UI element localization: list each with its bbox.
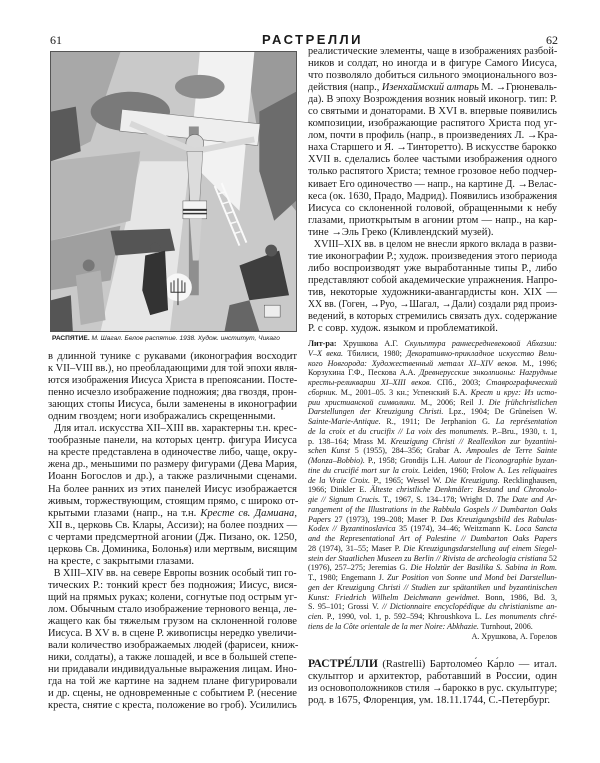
- text-line: [48, 459, 298, 471]
- italic-text: Les monuments chré-: [485, 612, 557, 622]
- text-line: [308, 398, 557, 408]
- text-segment: церковь Св. Доминика, Болонья) или мертвым, висящим: [48, 543, 298, 555]
- text-line: [48, 652, 297, 664]
- text-line: [308, 505, 557, 515]
- italic-text: Les reliquaires: [508, 465, 557, 475]
- text-segment: Тбилиси, 1980;: [343, 348, 407, 358]
- text-line: [308, 215, 557, 227]
- text-line: [48, 351, 297, 363]
- text-line: [308, 298, 558, 311]
- text-segment: Р. с совр. худож. языком и проблематикой.: [308, 323, 498, 335]
- text-segment: ведений, в которых стремились связать дух. содержание: [308, 311, 558, 323]
- entry-rastrelli: [308, 658, 557, 707]
- text-line: [308, 178, 557, 191]
- text-line: [308, 287, 557, 299]
- text-line: [48, 447, 297, 459]
- italic-text: Das Kreuzigungsbild des Rabulas-: [440, 514, 557, 524]
- text-segment: ников и солдат, но иногда и в фигуре Самого Иисуса,: [308, 58, 557, 70]
- painting-image: [51, 52, 296, 331]
- text-segment: Leiden, 1960; Frolow A.: [420, 465, 509, 475]
- text-segment: В XIII–XIV вв. на севере Европы возник особый тип го-: [53, 567, 297, 579]
- text-line: [48, 664, 295, 676]
- text-line: [48, 628, 297, 640]
- text-line: [308, 82, 557, 94]
- text-line: [48, 676, 297, 688]
- italic-text: Papers: [308, 514, 331, 524]
- text-segment: с чертами предсмертной агонии (Дж. Пизано, ок. 1250,: [48, 531, 297, 543]
- text-segment: 27 (1973), 199–208; Maser P.: [330, 514, 441, 524]
- text-line: [308, 130, 558, 142]
- text-line: [308, 456, 557, 466]
- italic-text: gen der Kreuzigung Christi // Studien zur spätantiken und byzantinischen: [308, 582, 557, 592]
- text-line: [308, 142, 557, 154]
- text-segment: 35 (1974), 34–46; Weitzmann K.: [395, 524, 516, 534]
- text-segment: реалистические элементы, чаще в изображениях разбой-: [308, 46, 558, 57]
- text-segment: гда на той же картине на заднем плане фигурировали: [48, 676, 297, 688]
- text-line: [48, 423, 295, 435]
- text-segment: Хрушкова А.Г.: [336, 339, 405, 349]
- text-segment: жена др., меньшими по размеру фигурами (Дева Мария,: [48, 459, 298, 471]
- text-segment: P., 1958; Grondijs L.H.: [364, 456, 450, 466]
- text-segment: щий на прямых руках; колени, согнутые под острым уг-: [48, 591, 298, 603]
- text-segment: либо воспроизводят уже выработанные типы Р., либо: [308, 262, 557, 274]
- entry-first-line: [308, 658, 557, 671]
- text-line: [48, 688, 297, 700]
- text-line: [48, 496, 297, 508]
- text-segment: пенно исчезло изображение подножия; два гвоздя, прон-: [48, 387, 297, 399]
- text-line: [308, 190, 558, 203]
- text-segment: 52: [546, 553, 557, 563]
- text-line: [308, 534, 557, 544]
- text-line: [48, 567, 297, 580]
- text-segment: тине →Эль Греко (Кливлендский музей).: [308, 226, 494, 238]
- bibliography: [308, 339, 557, 632]
- text-segment: Lpz., 1904; De Grüneisen W.: [443, 407, 557, 417]
- italic-text: Kunst: Friedrich Wilhelm Deichmann gewidmet.: [308, 592, 480, 602]
- text-segment: 5 (1955), 284–356; Grabar A.: [350, 446, 467, 456]
- text-segment: кивает Его одиночество — напр., на картине Д. →Велас-: [308, 178, 557, 190]
- italic-text: stein der Staatlichen Museen zu Berlin // Rivista de archeologia cristiana: [308, 553, 547, 563]
- text-line: [308, 593, 557, 603]
- text-line: [308, 349, 557, 359]
- italic-text: schen Kunst: [308, 446, 351, 456]
- text-segment: действия (напр.,: [308, 82, 382, 94]
- text-segment: в длинной тунике с рукавами (иконография восходит: [48, 351, 297, 362]
- text-line: [308, 106, 557, 118]
- text-line: [308, 154, 557, 166]
- text-segment: М., 2006; Reil J.: [415, 397, 489, 407]
- italic-text: tine du crucifié mort sur la croix.: [308, 465, 421, 475]
- text-line: [48, 508, 297, 520]
- text-line: [308, 622, 557, 632]
- text-line: [308, 437, 557, 447]
- text-line: [48, 435, 297, 447]
- text-line: [48, 363, 298, 375]
- text-line: [48, 616, 297, 628]
- text-segment: Recklinghausen,: [499, 475, 557, 485]
- text-segment: М., 2001–05. 3 кн.; Успенский Б.А.: [337, 387, 471, 397]
- text-segment: XVIII–XIX вв. в целом не внесли яркого вклада в разви-: [313, 238, 557, 250]
- page-number-right: 62: [546, 33, 558, 47]
- text-line: [308, 671, 557, 683]
- italic-text: tiens de la Côte orientale de la mer Noire: Abkhazie.: [308, 621, 479, 631]
- text-segment: креста, снятие с креста, положение во гроб). Усилились: [48, 700, 297, 712]
- text-line: [308, 311, 558, 323]
- italic-text: Die Holztür der Basilika S. Sabina in Rom.: [410, 563, 557, 573]
- text-segment: R., 1911; De Jerphanion G.: [380, 417, 496, 427]
- text-line: [308, 339, 557, 349]
- italic-text: Древнерусские энколпионы: Нагрудные: [419, 368, 557, 378]
- text-segment: из основоположников стиля →барокко в рус. скульптуре;: [308, 682, 558, 694]
- bibliography-label: Лит-ра:: [308, 339, 337, 349]
- italic-text: Darstellungen der Kreuzigung Christi.: [308, 407, 444, 417]
- italic-text: рии христианской символики.: [308, 397, 416, 407]
- article-body-continued: [308, 46, 557, 335]
- italic-text: (Monza–Bobbio).: [308, 456, 365, 466]
- right-column-text: [308, 46, 557, 707]
- text-segment: тообразные панели, на которых центр. фигура Иисуса: [48, 435, 297, 447]
- text-line: [48, 387, 297, 399]
- text-line: [308, 612, 557, 622]
- italic-text: кресты-реликварии XI–XIII веков.: [308, 378, 432, 388]
- text-line: [308, 407, 557, 417]
- text-line: [308, 359, 557, 369]
- text-segment: на кресте представлена в одиночестве либо, чаще, окру-: [48, 447, 297, 459]
- text-segment: P., 1990, vol. 1, p. 592–594; Khroushkova L.: [323, 612, 486, 622]
- text-segment: 1966; Dinkler E.: [308, 485, 371, 495]
- text-line: [308, 682, 558, 695]
- text-line: [48, 471, 297, 483]
- text-segment: М., 1996;: [517, 358, 557, 368]
- text-line: [48, 399, 297, 411]
- crucifixion-painting-illustration: [50, 51, 297, 332]
- text-line: [308, 602, 557, 612]
- text-line: [308, 70, 557, 82]
- text-line: [48, 543, 298, 556]
- article-authors: А. Хрушкова, А. Горелов: [471, 631, 557, 641]
- text-segment: Иисуса. В XV в. в сцене Р. живописцы нередко увеличи-: [48, 628, 297, 640]
- text-line: [308, 388, 557, 398]
- text-line: [48, 591, 298, 604]
- text-segment: вали количество изображаемых людей (фарисеи, книж-: [48, 640, 299, 652]
- text-line: [308, 563, 557, 573]
- text-line: [48, 411, 297, 423]
- text-line: [308, 427, 557, 437]
- text-segment: М. →Грюневаль-: [478, 82, 557, 94]
- text-segment: Для итал. искусства XII–XIII вв. характерны т.н. крес-: [53, 423, 297, 435]
- italic-text: La représentation: [495, 417, 557, 427]
- text-line: [308, 323, 557, 335]
- text-line: [48, 375, 298, 387]
- text-segment: наха Старшего и Я. →Тинторетто). В искусстве барокко: [308, 142, 557, 154]
- text-line: [308, 695, 557, 707]
- text-segment: тие иконографии Р.; худож. произведения этого периода: [308, 250, 558, 262]
- text-segment: представляют собой академические упражнения. Напро-: [308, 274, 558, 286]
- text-segment: скульптор и архитектор, работавший в России, один: [308, 670, 557, 682]
- italic-text: Ampoules de Terre Sainte: [466, 446, 557, 456]
- italic-text: rangement of the Illustrations in the Rabbula Gospels // Dumbarton Oaks: [308, 504, 557, 514]
- text-segment: лом, почти в профиль (напр., в произведениях Л. →Кра-: [308, 130, 558, 142]
- text-segment: Корзухина Г.Ф., Пескова А.А.: [308, 368, 420, 378]
- italic-text: Älteste christliche Denkmäler: Bestand und Chronolo-: [370, 485, 558, 495]
- text-line: [48, 580, 297, 592]
- figure-caption: [52, 335, 299, 342]
- italic-text: cien.: [308, 612, 324, 622]
- italic-text: gie // Signum Crucis.: [308, 495, 381, 505]
- text-segment: крытыми глазами (напр., на т.н.: [48, 507, 201, 519]
- text-segment: зающих стопы Иисуса, были заменены в иконографии: [48, 399, 297, 411]
- text-line: [308, 466, 557, 476]
- text-line: [308, 417, 557, 427]
- text-segment: Turnhout, 2006.: [478, 621, 533, 631]
- italic-text: Loca Sancta: [515, 524, 557, 534]
- text-segment: к VII–VIII вв.), но преобладающими для той эпохи явля-: [48, 363, 298, 375]
- italic-text: Кресте св. Дамиана,: [200, 507, 297, 519]
- text-segment: (1976), 257–275; Jeremias G.: [308, 563, 411, 573]
- text-segment: жащего как бы тяжелым грузом на склоненной голове: [48, 616, 297, 628]
- italic-text: V–X века.: [308, 348, 344, 358]
- italic-text: сборник.: [308, 387, 338, 397]
- text-segment: T., 1980; Engemann J.: [308, 573, 387, 583]
- italic-text: de la croix et du crucifix // La voix des monuments.: [308, 426, 489, 436]
- page-number-left: 61: [50, 33, 62, 47]
- text-line: [48, 484, 297, 496]
- italic-text: Autour de l'iconographie byzan-: [449, 456, 557, 466]
- text-line: [48, 519, 298, 532]
- text-segment: ники, солдаты), а также лошадей, и все в большей степе-: [48, 652, 297, 664]
- text-segment: лом. Обычным стало изображение тернового венца, ле-: [48, 603, 297, 615]
- text-segment: только распятого Христа; темное грозовое небо подчер-: [308, 166, 557, 178]
- text-line: [48, 532, 297, 544]
- text-segment: род. в 1675, Флоренция, ум. 18.11.1744, С.-Петербург.: [308, 694, 551, 706]
- italic-text: Крест и круг: Из исто-: [470, 387, 557, 397]
- text-segment: (Rastrelli) Бартоломе́о Ка́рло — итал.: [377, 658, 557, 670]
- text-line: [308, 203, 557, 215]
- italic-text: // Dictionnaire encyclopédique du christianisme an-: [382, 602, 557, 612]
- caption-text: М. Шагал. Белое распятие. 1938. Худож. институт, Чикаго: [91, 335, 280, 342]
- caption-head: РАСПЯТИЕ.: [52, 335, 92, 342]
- text-segment: да). В эпоху Возрождения возник новый иконогр. тип: Р.: [308, 94, 558, 106]
- text-segment: что позволяло добиться сильного эмоционального воз-: [308, 70, 557, 82]
- text-segment: P.–Bru., 1930, t. 1,: [488, 426, 557, 436]
- entry-headword: РАСТРЕ́ЛЛИ: [308, 657, 378, 670]
- text-segment: XX вв. (Гоген, →Руо, →Шагал, →Дали) создали ряд произ-: [308, 298, 558, 310]
- italic-text: Die frühchristlichen: [488, 397, 557, 407]
- italic-text: The Date and Ar-: [496, 495, 557, 505]
- italic-text: and the Representational Art of Palestine // Dumbarton Oaks Papers: [308, 534, 557, 544]
- text-segment: на кресте, с закрытыми глазами.: [48, 555, 195, 567]
- text-line: [308, 515, 557, 525]
- text-line: [308, 118, 557, 130]
- text-segment: тив, некоторые художники-авангардисты кон. XIX —: [308, 286, 557, 298]
- text-line: [308, 524, 557, 534]
- text-line: [308, 446, 557, 456]
- text-segment: Иисуса со склоненной головой, обращенными к небу: [308, 202, 557, 214]
- text-line: [308, 46, 558, 58]
- italic-text: Sainte-Marie-Antique.: [308, 417, 381, 427]
- italic-text: Ставрографический: [486, 378, 557, 388]
- text-line: [308, 583, 557, 593]
- italic-text: Декоративно-прикладное искусство Вели-: [406, 348, 557, 358]
- text-line: [48, 604, 295, 616]
- italic-text: кого Новгорода: Художественный металл XI–XIV веков.: [308, 358, 518, 368]
- italic-text: Изенхаймский алтарь: [381, 82, 479, 94]
- text-line: [308, 58, 557, 70]
- text-segment: 28 (1974), 31–55; Maser P.: [308, 543, 404, 553]
- text-line: [308, 378, 557, 388]
- text-segment: кеса (ок. 1630, Прадо, Мадрид). Появились изображения: [308, 190, 558, 202]
- italic-text: Zur Position von Sonne und Mond bei Darstellun-: [386, 573, 557, 583]
- text-segment: композиции, изображающие распятого Христа под уг-: [308, 118, 557, 130]
- text-segment: XII в., церковь Св. Клары, Ассизи); на более поздних —: [48, 519, 298, 531]
- text-line: [308, 573, 557, 583]
- italic-text: de la Vraie Croix.: [308, 475, 371, 485]
- text-line: [48, 640, 297, 652]
- text-segment: тических Р.: тонкий крест без подножия; Иисус, вися-: [48, 579, 297, 591]
- text-line: [308, 544, 557, 554]
- text-line: [308, 495, 557, 505]
- text-line: [308, 476, 557, 486]
- text-line: [308, 274, 558, 287]
- text-segment: СПб., 2003;: [431, 378, 487, 388]
- text-segment: со святыми и донаторами. В XVI в. впервые появились: [308, 106, 557, 118]
- text-line: [308, 263, 557, 275]
- text-line: [308, 227, 557, 239]
- text-segment: Bonn, 1986, Bd. 3,: [479, 592, 557, 602]
- text-segment: p. 138–164; Mrass M.: [308, 436, 391, 446]
- text-line: [308, 554, 557, 564]
- text-segment: и др. сцены, не одновременные с событием Р. (несение: [48, 688, 297, 700]
- text-segment: ни придавали индивидуальные выражения лицам. Ино-: [48, 664, 297, 676]
- left-column-text: [48, 351, 297, 712]
- text-segment: Иоанн Богослов и др.), а также различными сценами.: [48, 471, 297, 483]
- text-segment: одним гвоздем; ноги изображались скрещенными.: [48, 411, 276, 423]
- text-segment: XVII в. сделались более частыми изображения одного: [308, 154, 557, 166]
- running-title: РАСТРЕЛЛИ: [262, 32, 364, 47]
- text-segment: T., 1967, S. 134–178; Wright D.: [380, 495, 497, 505]
- text-line: [308, 94, 558, 106]
- italic-text: Die Kreuzigungsdarstellung auf einem Siegel-: [403, 543, 557, 553]
- italic-text: Die Kreuzigung.: [445, 475, 500, 485]
- text-segment: живым, торжествующим, стоящим прямо, с широко от-: [48, 495, 299, 507]
- italic-text: Kreuzigung Christi // Reallexikon zur byzantini-: [390, 436, 557, 446]
- italic-text: Скульптура раннесредневековой Абхазии:: [404, 339, 557, 349]
- text-segment: S. 95–101; Grossi V.: [308, 602, 383, 612]
- text-line: [308, 485, 557, 495]
- text-segment: глазами, приоткрытым в агонии ртом — напр., на кар-: [308, 214, 557, 226]
- text-segment: P., 1965; Wessel W.: [370, 475, 446, 485]
- text-line: [308, 166, 557, 178]
- italic-text: Kodex // Byzantinoslavica: [308, 524, 396, 534]
- text-line: [308, 368, 557, 378]
- text-segment: На более ранних из этих панелей Иисус изображается: [48, 483, 297, 495]
- text-line: [48, 700, 297, 712]
- text-line: [308, 238, 557, 251]
- text-line: [48, 556, 297, 568]
- text-line: [308, 250, 558, 263]
- text-segment: ются изображения Иисуса Христа в препоясании. Посте-: [48, 375, 298, 387]
